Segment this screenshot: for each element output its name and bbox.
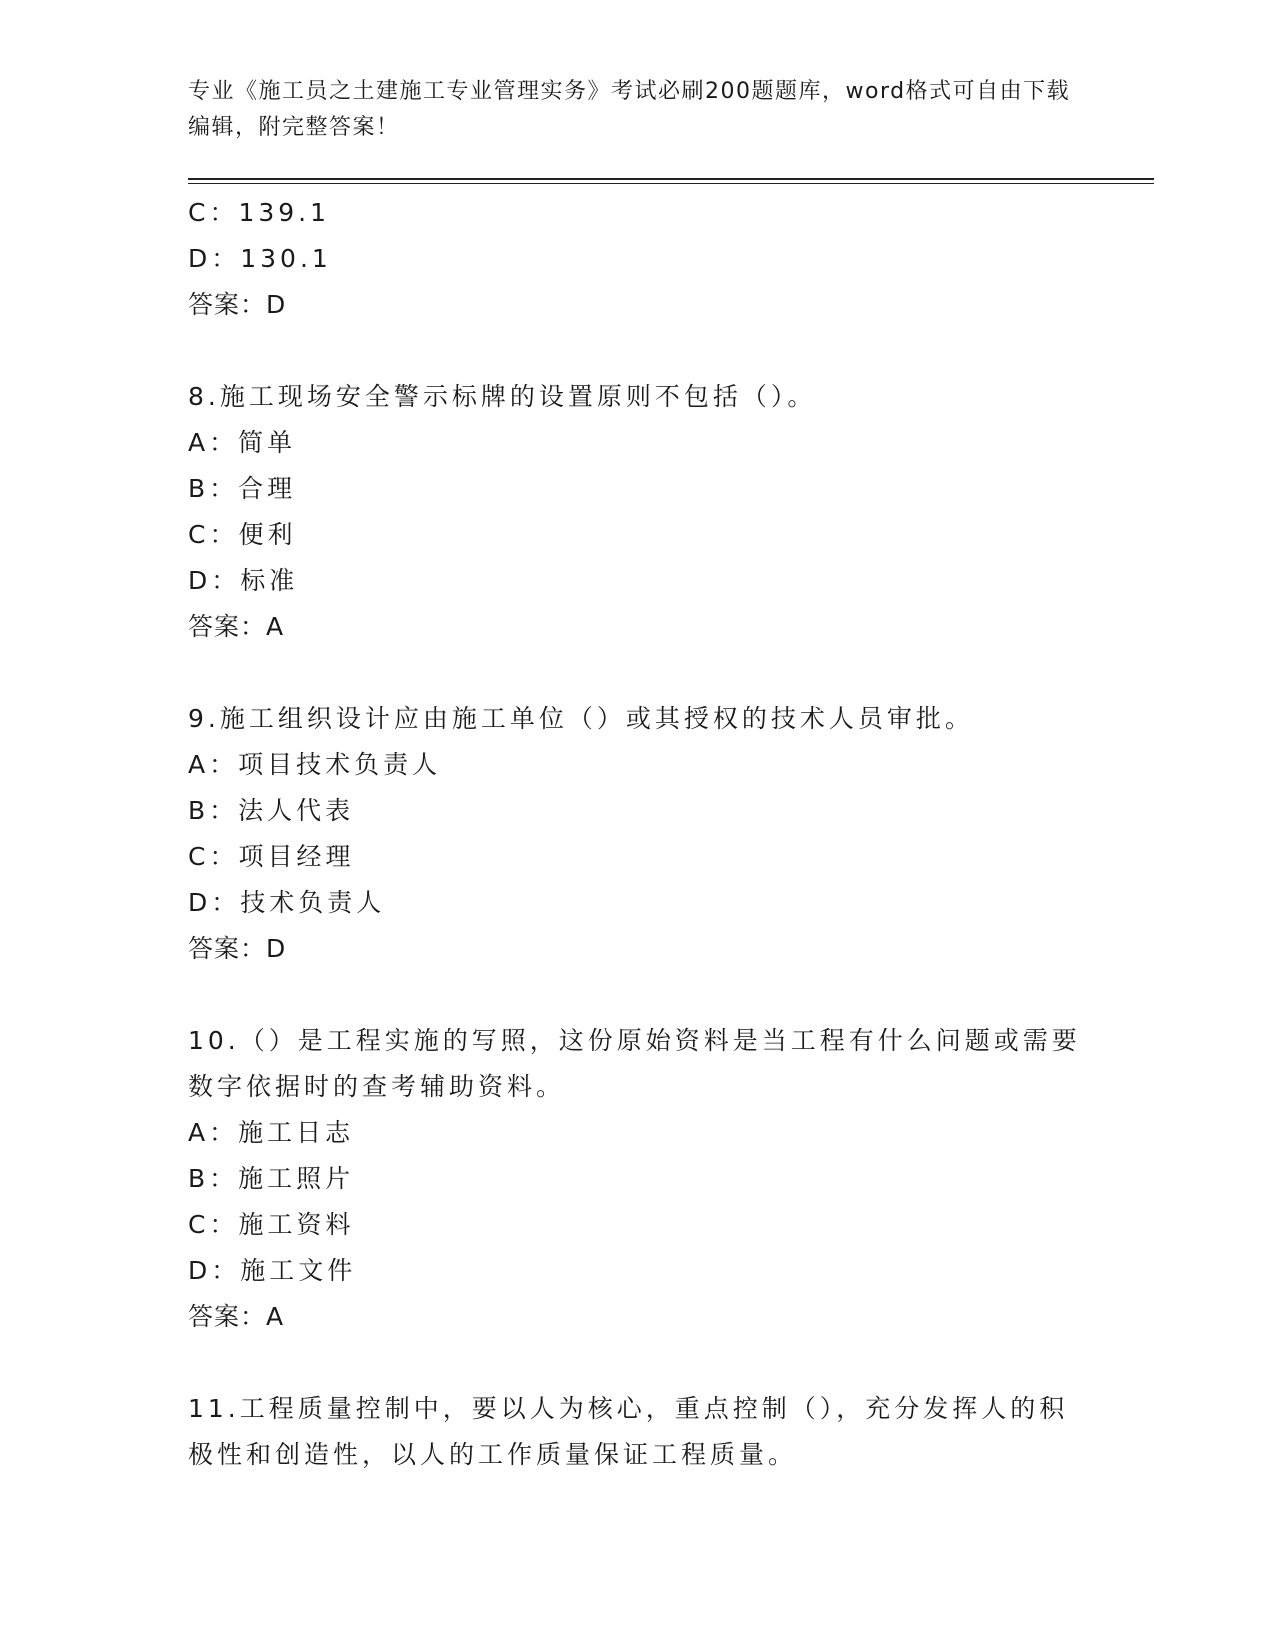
- question-9: 9.施工组织设计应由施工单位（）或其授权的技术人员审批。: [188, 704, 974, 733]
- question-11: 11.工程质量控制中，要以人为核心，重点控制（），充分发挥人的积极性和创造性，以人的工作质量保证工程质量。: [188, 1394, 1069, 1469]
- spacer: [188, 1340, 1088, 1386]
- option-b: B：施工照片: [188, 1164, 355, 1193]
- option-a: A：项目技术负责人: [188, 750, 442, 779]
- option-d: D：标准: [188, 566, 299, 595]
- header-rule-thin: [188, 183, 1154, 184]
- option-d: D：技术负责人: [188, 888, 386, 917]
- option-a: A：施工日志: [188, 1118, 355, 1147]
- question-list: [188, 190, 1088, 1478]
- option-a: A：简单: [188, 428, 297, 457]
- option-c: C：便利: [188, 520, 297, 549]
- option-c: C：139.1: [188, 198, 331, 227]
- option-d: D：130.1: [188, 244, 332, 273]
- question-8: 8.施工现场安全警示标牌的设置原则不包括（）。: [188, 382, 817, 411]
- answer: 答案：D: [188, 290, 287, 319]
- spacer: [188, 650, 1088, 696]
- spacer: [188, 972, 1088, 1018]
- answer: 答案：A: [188, 612, 285, 641]
- spacer: [188, 328, 1088, 374]
- option-b: B：法人代表: [188, 796, 355, 825]
- option-c: C：施工资料: [188, 1210, 355, 1239]
- document-header: 专业《施工员之土建施工专业管理实务》考试必刷200题题库，word格式可自由下载编辑，附完整答案！: [188, 79, 1071, 140]
- option-c: C：项目经理: [188, 842, 355, 871]
- question-10: 10.（）是工程实施的写照，这份原始资料是当工程有什么问题或需要数字依据时的查考辅助资料。: [188, 1026, 1081, 1101]
- answer: 答案：D: [188, 934, 287, 963]
- header-rule-thick: [188, 178, 1154, 180]
- option-d: D：施工文件: [188, 1256, 357, 1285]
- answer: 答案：A: [188, 1302, 285, 1331]
- option-b: B：合理: [188, 474, 297, 503]
